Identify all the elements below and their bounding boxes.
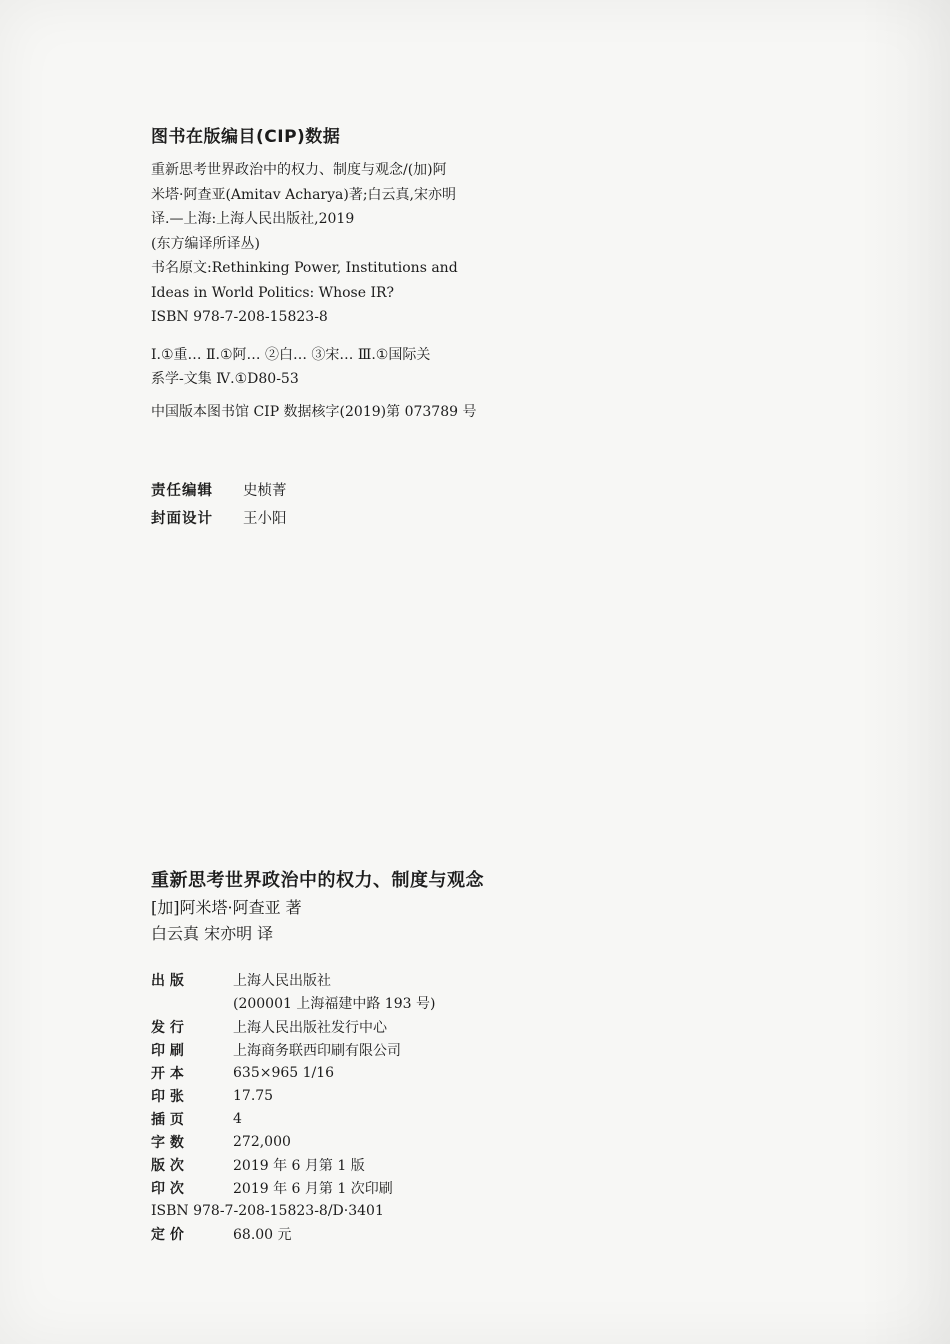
pub-label: 版 次 (151, 1157, 184, 1174)
pub-isbn: ISBN 978-7-208-15823-8/D·3401 (151, 1202, 384, 1219)
pub-row (151, 991, 435, 1015)
pub-row (151, 968, 435, 991)
pub-value: 2019 年 6 月第 1 版 (233, 1157, 365, 1174)
pub-value: 4 (233, 1110, 242, 1127)
staff-value: 王小阳 (243, 511, 287, 527)
pub-value: 2019 年 6 月第 1 次印刷 (233, 1180, 393, 1197)
pub-value: 上海人民出版社发行中心 (233, 1019, 387, 1036)
publisher-address: (200001 上海福建中路 193 号) (233, 996, 436, 1012)
staff-row-cover (151, 505, 287, 533)
cip-isbn: ISBN 978-7-208-15823-8 (151, 309, 328, 325)
pub-row (151, 1015, 435, 1038)
staff-value: 史桢菁 (243, 483, 287, 499)
cip-line: 书名原文:Rethinking Power, Institutions and (151, 260, 458, 276)
pub-label: 开 本 (151, 1065, 184, 1082)
pub-label: 出 版 (151, 972, 184, 989)
pub-value: 635×965 1/16 (233, 1064, 335, 1081)
book-title: 重新思考世界政治中的权力、制度与观念 (151, 870, 484, 891)
pub-label: 印 张 (151, 1088, 184, 1105)
pub-value: 上海商务联西印刷有限公司 (233, 1042, 401, 1059)
cip-line: 译.—上海:上海人民出版社,2019 (151, 211, 355, 227)
staff-label: 封面设计 (151, 511, 213, 527)
pub-label: 字 数 (151, 1134, 184, 1151)
page-gutter-shadow (860, 0, 950, 1344)
pub-row (151, 1038, 435, 1061)
pub-value: 272,000 (233, 1133, 291, 1150)
classification-line: Ⅰ.①重… Ⅱ.①阿… ②白… ③宋… Ⅲ.①国际关 (151, 347, 431, 363)
staff-row-editor (151, 477, 287, 505)
pub-row (151, 1084, 435, 1107)
cip-line: Ideas in World Politics: Whose IR? (151, 284, 395, 301)
cip-line: 重新思考世界政治中的权力、制度与观念/(加)阿 (151, 162, 447, 178)
publisher-name: 上海人民出版社 (233, 972, 331, 989)
pub-label: 发 行 (151, 1019, 184, 1036)
book-credits (151, 895, 302, 947)
cip-record-number: 中国版本图书馆 CIP 数据核字(2019)第 073789 号 (151, 404, 477, 420)
staff-label: 责任编辑 (151, 483, 213, 499)
cip-line: (东方编译所译丛) (151, 235, 260, 252)
pub-row-price (151, 1222, 435, 1245)
classification-line: 系学-文集 Ⅳ.①D80-53 (151, 371, 299, 387)
pub-label: 印 刷 (151, 1042, 184, 1059)
cip-classification (151, 343, 430, 391)
publication-details (151, 968, 435, 1245)
cip-title: 图书在版编目(CIP)数据 (151, 127, 341, 147)
author-line: [加]阿米塔·阿查亚 著 (151, 898, 302, 917)
cip-record (151, 158, 551, 330)
staff-credits (151, 477, 287, 533)
cip-line: 米塔·阿查亚(Amitav Acharya)著;白云真,宋亦明 (151, 186, 456, 203)
pub-label: 印 次 (151, 1180, 184, 1197)
pub-label: 插 页 (151, 1111, 184, 1128)
translator-line: 白云真 宋亦明 译 (151, 924, 274, 943)
pub-row (151, 1061, 435, 1084)
pub-row (151, 1107, 435, 1130)
pub-row (151, 1130, 435, 1153)
pub-label: 定 价 (151, 1226, 184, 1243)
pub-value: 17.75 (233, 1087, 274, 1104)
pub-row (151, 1176, 435, 1199)
pub-row (151, 1153, 435, 1176)
price-value: 68.00 元 (233, 1226, 292, 1243)
